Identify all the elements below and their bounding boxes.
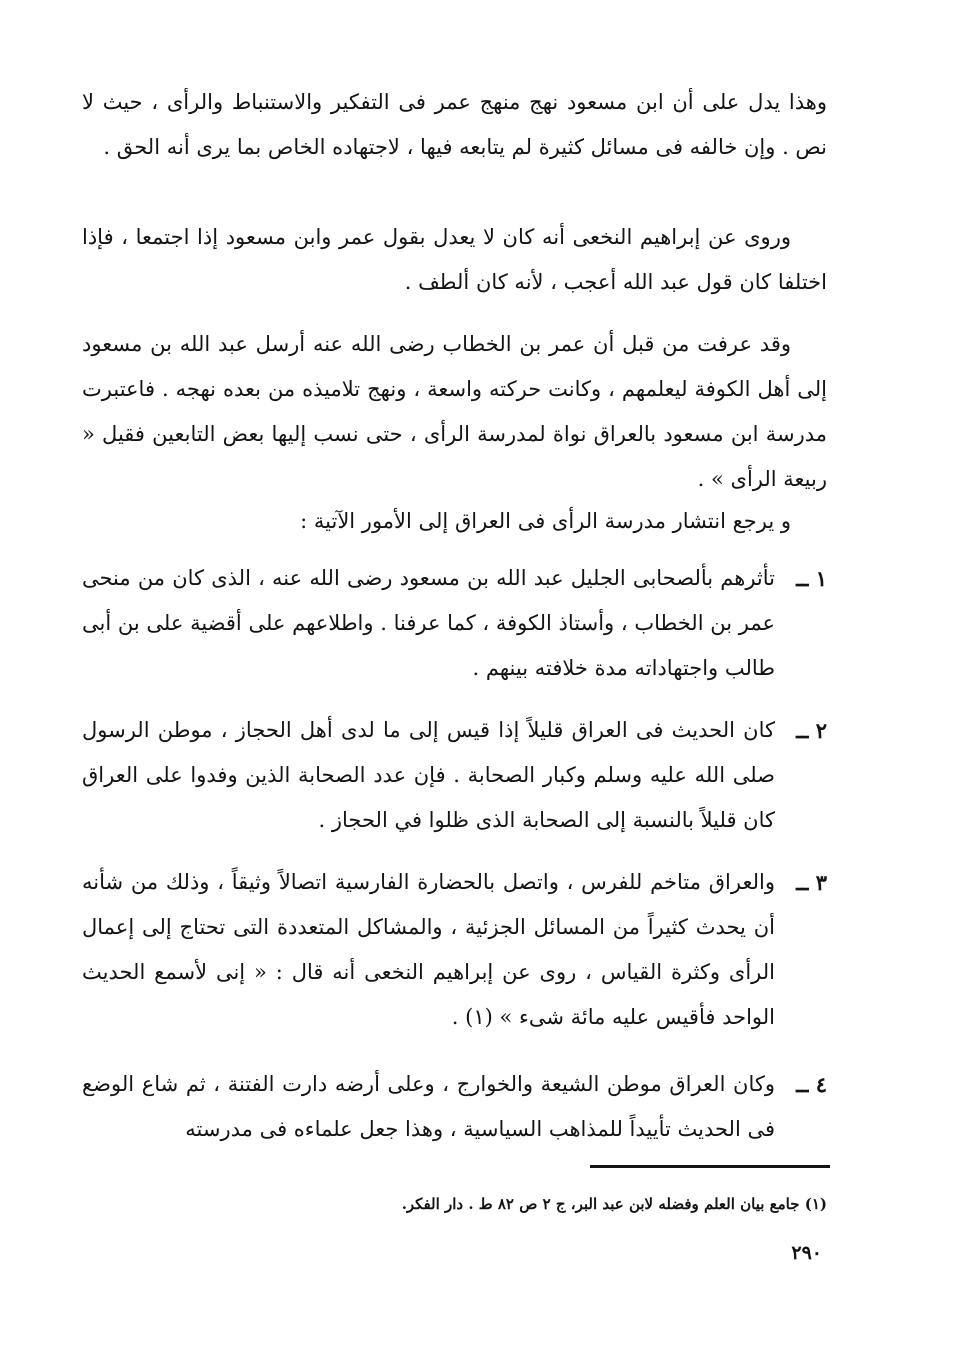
page-number: ٢٩٠	[791, 1242, 822, 1264]
footnote-separator	[590, 1165, 830, 1168]
list-item-number: ١ ــ	[796, 566, 827, 591]
list-item-number: ٤ ــ	[796, 1072, 827, 1097]
list-item-4	[82, 1062, 827, 1152]
list-item-text: وكان العراق موطن الشيعة والخوارج ، وعلى أرضه دارت الفتنة ، ثم شاع الوضع فى الحديث تأييداً للمذاهب السياسية ، وهذا جعل علماءه فى مدرسته	[82, 1072, 775, 1141]
list-item-number: ٣ ــ	[796, 870, 827, 895]
list-item-number: ٢ ــ	[796, 718, 827, 743]
list-item-2	[82, 708, 827, 843]
footnote: (١) جامع بيان العلم وفضله لابن عبد البر، ج ٢ ص ٨٢ ط . دار الفكر.	[401, 1195, 827, 1213]
paragraph-nakhai-narration: وروى عن إبراهيم النخعى أنه كان لا يعدل بقول عمر وابن مسعود إذا اجتمعا ، فإذا اختلفا كان قول عبد الله أعجب ، لأنه كان ألطف .	[82, 225, 827, 294]
paragraph-ibn-masud-method: وهذا يدل على أن ابن مسعود نهج منهج عمر فى التفكير والاستنباط والرأى ، حيث لا نص . وإن خالفه فى مسائل كثيرة لم يتابعه فيها ، لاجتهاده الخاص بما يرى أنه الحق .	[82, 90, 827, 159]
list-item-text: والعراق متاخم للفرس ، واتصل بالحضارة الفارسية اتصالاً وثيقاً ، وذلك من شأنه أن يحدث كثيراً من المسائل الجزئية ، والمشاكل المتعددة التى تحتاج إلى إعمال الرأى وكثرة القياس ، روى عن إبراهيم النخعى أنه قال : « إنى لأسمع الحديث الواحد فأقيس عليه مائة شىء » (١) .	[82, 870, 775, 1029]
paragraph-list-intro: و يرجع انتشار مدرسة الرأى فى العراق إلى الأمور الآتية :	[300, 509, 791, 533]
paragraph-kufa-school: وقد عرفت من قبل أن عمر بن الخطاب رضى الله عنه أرسل عبد الله بن مسعود إلى أهل الكوفة ليعلمهم ، وكانت حركته واسعة ، ونهج تلاميذه من بعده نهجه . فاعتبرت مدرسة ابن مسعود بالعراق نواة لمدرسة الرأى ، حتى نسب إليها بعض التابعين فقيل « ربيعة الرأى » .	[82, 332, 827, 491]
list-item-3	[82, 860, 827, 1040]
list-item-1	[82, 556, 827, 691]
list-item-text: كان الحديث فى العراق قليلاً إذا قيس إلى ما لدى أهل الحجاز ، موطن الرسول صلى الله عليه وسلم وكبار الصحابة . فإن عدد الصحابة الذين وفدوا على العراق كان قليلاً بالنسبة إلى الصحابة الذى ظلوا في الحجاز .	[82, 718, 775, 832]
list-item-text: تأثرهم بألصحابى الجليل عبد الله بن مسعود رضى الله عنه ، الذى كان من منحى عمر بن الخطاب ، وأستاذ الكوفة ، كما عرفنا . واطلاعهم على أقضية على بن أبى طالب واجتهاداته مدة خلافته بينهم .	[82, 566, 775, 680]
